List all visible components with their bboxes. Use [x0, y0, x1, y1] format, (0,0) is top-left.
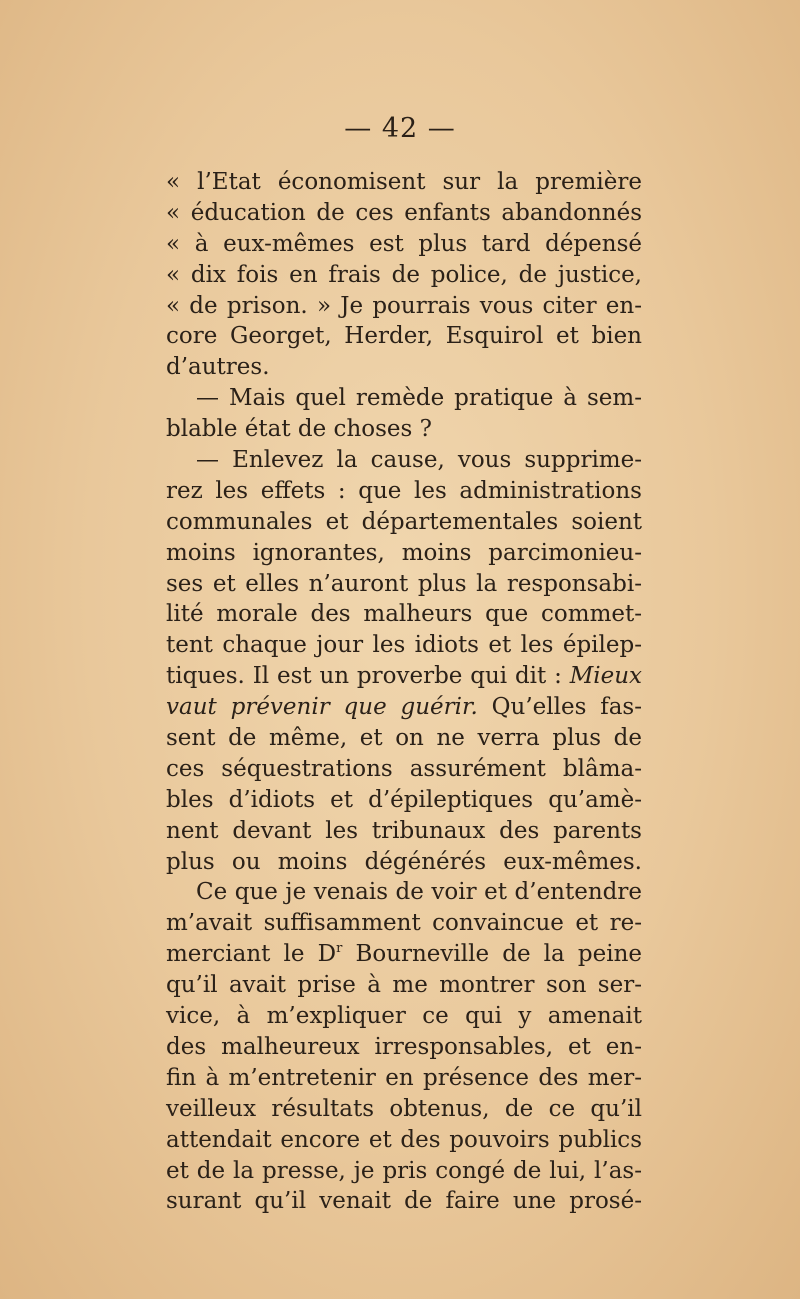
text-run: Bourneville de la peine [342, 941, 642, 968]
superscript: r [336, 941, 343, 957]
text-line: — Mais quel remède pratique à sem- [196, 385, 642, 412]
text-line: « à eux-mêmes est plus tard dépensé [166, 230, 642, 257]
text-line: d’autres. [166, 354, 270, 381]
body-text [166, 167, 642, 1217]
text-line [166, 661, 642, 692]
text-line: vice, à m’expliquer ce qui y amenait [166, 1003, 642, 1030]
page-number: — 42 — [344, 113, 456, 144]
text-line [166, 692, 642, 723]
text-line: — Enlevez la cause, vous supprime- [196, 447, 642, 474]
text-line: bles d’idiots et d’épileptiques qu’amè- [166, 786, 642, 813]
text-line: Ce que je venais de voir et d’entendre [196, 879, 642, 906]
italic-text: Mieux [569, 663, 642, 690]
text-line: communales et départementales soient [166, 508, 642, 535]
text-line: « dix fois en frais de police, de justice, [166, 261, 642, 288]
text-line: core Georget, Herder, Esquirol et bien [166, 323, 642, 350]
text-line: des malheureux irresponsables, et en- [166, 1033, 642, 1060]
text-line: veilleux résultats obtenus, de ce qu’il [166, 1095, 642, 1122]
italic-text: vaut prévenir que guérir. [166, 694, 478, 721]
text-line [166, 939, 642, 970]
text-line: plus ou moins dégénérés eux-mêmes. [166, 848, 642, 875]
text-line: sent de même, et on ne verra plus de [166, 725, 642, 752]
text-line: « l’Etat économisent sur la première [166, 169, 642, 195]
text-line: rez les effets : que les administrations [166, 477, 642, 504]
text-line: ces séquestrations assurément blâma- [166, 755, 642, 782]
text-line: moins ignorantes, moins parcimonieu- [166, 539, 642, 566]
text-line: blable état de choses ? [166, 416, 432, 443]
text-line: et de la presse, je pris congé de lui, l’as- [166, 1157, 642, 1184]
text-line: fin à m’entretenir en présence des mer- [166, 1064, 642, 1091]
text-line: « de prison. » Je pourrais vous citer en- [166, 292, 642, 319]
text-line: m’avait suffisamment convaincue et re- [166, 910, 642, 937]
text-line: « éducation de ces enfants abandonnés [166, 199, 642, 226]
text-line: surant qu’il venait de faire une prosé- [166, 1188, 642, 1215]
text-line: lité morale des malheurs que commet- [166, 601, 642, 628]
text-line: qu’il avait prise à me montrer son ser- [166, 972, 642, 999]
text-line: tent chaque jour les idiots et les épilep- [166, 632, 642, 659]
text-line: ses et elles n’auront plus la responsabi- [166, 570, 642, 597]
text-run: merciant le D [166, 941, 337, 968]
text-run: tiques. Il est un proverbe qui dit : [166, 663, 570, 690]
text-run: Qu’elles fas- [477, 694, 643, 721]
text-line: nent devant les tribunaux des parents [166, 817, 642, 844]
text-line: attendait encore et des pouvoirs publics [166, 1126, 642, 1153]
